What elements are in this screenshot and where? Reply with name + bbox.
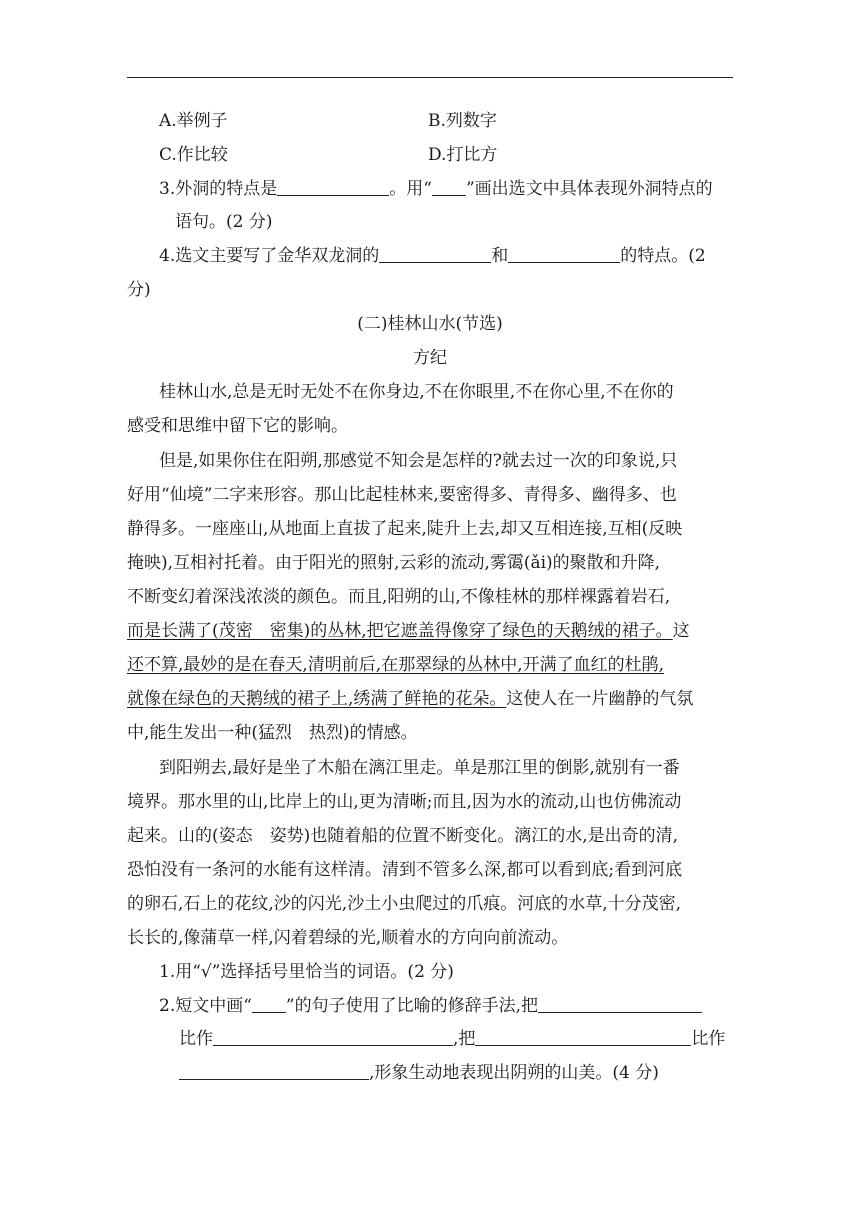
- answer-blank[interactable]: [213, 1029, 453, 1046]
- passage-line: 恐怕没有一条河的水能有这样清。清到不管多么深,都可以看到底;看到河底: [127, 860, 683, 880]
- header-rule: [127, 77, 733, 78]
- question-4-continuation: 分): [127, 280, 151, 300]
- question-2-text-6: ,形象生动地表现出阴朔的山美。(4 分): [369, 1063, 659, 1083]
- passage-line: 好用“仙境”二字来形容。那山比起桂林来,要密得多、青得多、幽得多、也: [127, 485, 677, 505]
- passage-author: 方纪: [413, 348, 447, 368]
- option-a: A.举例子: [159, 111, 228, 131]
- passage-line: [127, 620, 690, 642]
- answer-blank[interactable]: [179, 1063, 369, 1080]
- question-4-text-2: 的特点。(2: [620, 246, 706, 266]
- passage-line: 感受和思维中留下它的影响。: [127, 416, 348, 436]
- option-c: C.作比较: [159, 145, 228, 165]
- question-3-text-1: 3.外洞的特点是: [159, 179, 278, 199]
- passage-line: 境界。那水里的山,比岸上的山,更为清晰;而且,因为水的流动,山也仿佛流动: [127, 792, 682, 812]
- passage-title: (二)桂林山水(节选): [357, 314, 503, 334]
- answer-blank[interactable]: [538, 996, 702, 1013]
- underlined-sentence: 而是长满了(茂密 密集)的丛林,把它遮盖得像穿了绿色的天鹅绒的裙子。: [127, 621, 673, 641]
- question-2-line-3: [179, 1062, 659, 1084]
- question-4-and: 和: [491, 246, 509, 266]
- passage-line: 起来。山的(姿态 姿势)也随着船的位置不断变化。漓江的水,是出奇的清,: [127, 826, 679, 846]
- question-1: 1.用“√”选择括号里恰当的词语。(2 分): [159, 962, 454, 982]
- answer-blank[interactable]: [277, 179, 389, 196]
- passage-line: 中,能生发出一种(猛烈 热烈)的情感。: [127, 723, 418, 743]
- passage-line: 长长的,像蒲草一样,闪着碧绿的光,顺着水的方向向前流动。: [127, 928, 569, 948]
- question-2: [159, 995, 702, 1017]
- question-2-text-1: 2.短文中画“: [159, 996, 252, 1016]
- passage-line: 静得多。一座座山,从地面上直拔了起来,陡升上去,却又互相连接,互相(反映: [127, 519, 683, 539]
- question-2-line-2: [179, 1028, 725, 1050]
- question-3-text-2: 。用“: [389, 179, 432, 199]
- question-2-text-4: ,把: [453, 1029, 476, 1049]
- question-3-text-3: ”画出选文中具体表现外洞特点的: [465, 179, 713, 199]
- passage-line: 到阳朔去,最好是坐了木船在漓江里走。单是那江里的倒影,就别有一番: [159, 758, 680, 778]
- option-d: D.打比方: [428, 145, 498, 165]
- question-3-continuation: 语句。(2 分): [175, 212, 273, 232]
- passage-line: 掩映),互相衬托着。由于阳光的照射,云彩的流动,雾霭(ǎi)的聚散和升降,: [127, 553, 661, 573]
- answer-blank[interactable]: [379, 246, 491, 263]
- passage-line: [127, 654, 664, 676]
- underlined-sentence: 就像在绿色的天鹅绒的裙子上,绣满了鲜艳的花朵。: [127, 689, 507, 709]
- question-2-text-3: 比作: [179, 1029, 213, 1049]
- passage-line: 的卵石,石上的花纹,沙的闪光,沙土小虫爬过的爪痕。河底的水草,十分茂密,: [127, 894, 682, 914]
- passage-line: [127, 688, 693, 710]
- passage-line: 但是,如果你住在阳朔,那感觉不知会是怎样的?就去过一次的印象说,只: [159, 451, 678, 471]
- passage-line: 桂林山水,总是无时无处不在你身边,不在你眼里,不在你心里,不在你的: [159, 382, 674, 402]
- question-4: [159, 245, 706, 267]
- option-b: B.列数字: [428, 111, 497, 131]
- answer-blank[interactable]: [475, 1029, 691, 1046]
- question-2-text-2: ”的句子使用了比喻的修辞手法,把: [285, 996, 539, 1016]
- question-4-text-1: 4.选文主要写了金华双龙洞的: [159, 246, 380, 266]
- passage-text: 这使人在一片幽静的气氛: [506, 689, 694, 709]
- underlined-sentence: 还不算,最妙的是在春天,清明前后,在那翠绿的丛林中,开满了血红的杜鹃,: [127, 655, 665, 675]
- passage-text: 这: [672, 621, 690, 641]
- passage-line: 不断变幻着深浅浓淡的颜色。而且,阳朔的山,不像桂林的那样裸露着岩石,: [127, 587, 671, 607]
- question-3: [159, 178, 713, 200]
- underline-sample: [252, 996, 286, 1013]
- answer-blank[interactable]: [508, 246, 620, 263]
- underline-sample: [432, 179, 466, 196]
- question-2-text-5: 比作: [691, 1029, 726, 1049]
